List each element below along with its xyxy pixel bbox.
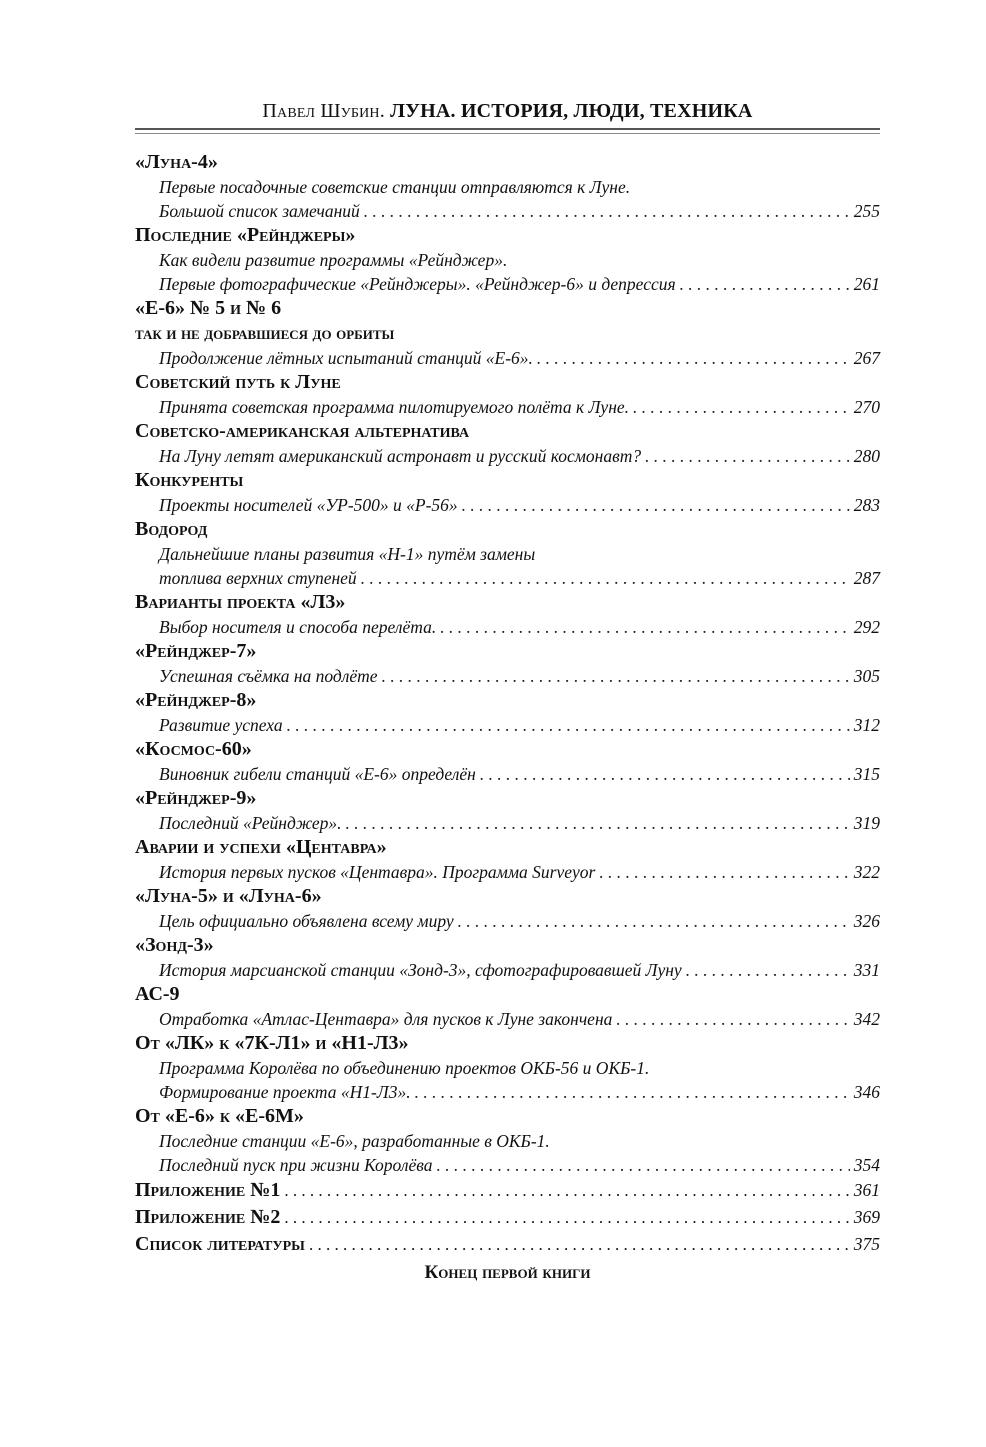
toc-appendix-entry xyxy=(135,1204,880,1231)
toc-subtitle-text: История марсианской станции «Зонд-3», сфотографировавшей Луну xyxy=(159,960,682,980)
toc-subtitle-line xyxy=(135,1007,880,1031)
toc-entry-title: От «Е-6» к «Е-6М» xyxy=(135,1105,304,1127)
toc-entry-title: Советско-американская альтернатива xyxy=(135,420,470,442)
toc-entry-title-cont: так и не добравшиеся до орбиты xyxy=(135,323,395,343)
toc-subtitle-line: Дальнейшие планы развития «Н-1» путём замены xyxy=(159,544,536,564)
toc-entry-title: «Космос-60» xyxy=(135,738,252,760)
toc-subtitle-text: топлива верхних ступеней xyxy=(159,568,357,588)
toc-entry xyxy=(135,468,880,517)
page-number: 280 xyxy=(853,446,880,466)
dot-leader xyxy=(462,493,850,517)
header-title: ЛУНА. ИСТОРИЯ, ЛЮДИ, ТЕХНИКА xyxy=(390,100,753,122)
toc-entry xyxy=(135,884,880,933)
toc-subtitle-text: Продолжение лётных испытаний станций «Е-6». xyxy=(159,348,533,368)
end-note: Конец первой книги xyxy=(424,1262,591,1283)
dot-leader xyxy=(437,1153,850,1177)
toc-subtitle-line xyxy=(135,909,880,933)
toc-entry-title: «Рейнджер-8» xyxy=(135,689,257,711)
toc-entry xyxy=(135,688,880,737)
toc-appendix-title: Приложение №2 xyxy=(135,1206,281,1228)
toc-subtitle-text: Виновник гибели станций «Е-6» определён xyxy=(159,764,476,784)
toc-subtitle-text: Формирование проекта «Н1-Л3». xyxy=(159,1082,411,1102)
toc-entry-title: Водород xyxy=(135,518,208,540)
toc-subtitle-text: Развитие успеха xyxy=(159,715,283,735)
toc-subtitle-line xyxy=(135,713,880,737)
toc-entry xyxy=(135,835,880,884)
toc-subtitle-line xyxy=(135,762,880,786)
toc-entry xyxy=(135,982,880,1031)
toc-entry-title: «Е-6» № 5 и № 6 xyxy=(135,297,282,319)
dot-leader xyxy=(284,1177,849,1204)
toc-subtitle-text: Первые фотографические «Рейнджеры». «Рейнджер-6» и депрессия xyxy=(159,274,676,294)
toc-entry-title: От «ЛК» к «7К-Л1» и «Н1-Л3» xyxy=(135,1032,409,1054)
dot-leader xyxy=(686,958,850,982)
page-number: 322 xyxy=(853,862,880,882)
toc-entry-title: «Рейнджер-9» xyxy=(135,787,257,809)
toc-entry xyxy=(135,786,880,835)
page-number: 267 xyxy=(853,348,880,368)
toc-subtitle-line xyxy=(135,1153,880,1177)
toc-subtitle-line xyxy=(135,272,880,296)
toc-entry xyxy=(135,639,880,688)
toc-subtitle-line xyxy=(135,199,880,223)
toc-entry xyxy=(135,590,880,639)
dot-leader xyxy=(480,762,850,786)
toc-entry xyxy=(135,150,880,223)
dot-leader xyxy=(415,1080,850,1104)
dot-leader xyxy=(361,566,850,590)
toc-subtitle-text: Проекты носителей «УР-500» и «Р-56» xyxy=(159,495,458,515)
toc-subtitle-line xyxy=(135,1080,880,1104)
toc-subtitle-line xyxy=(135,664,880,688)
toc-subtitle-text: Выбор носителя и способа перелёта. xyxy=(159,617,437,637)
toc-subtitle-line: Как видели развитие программы «Рейнджер». xyxy=(159,250,508,270)
toc-subtitle-line xyxy=(135,566,880,590)
dot-leader xyxy=(346,811,850,835)
toc-entry-title: Конкуренты xyxy=(135,469,244,491)
dot-leader xyxy=(364,199,850,223)
toc-subtitle-text: Цель официально объявлена всему миру xyxy=(159,911,454,931)
page-number: 315 xyxy=(853,764,880,784)
dot-leader xyxy=(440,615,850,639)
page-number: 255 xyxy=(853,201,880,221)
page-number: 261 xyxy=(853,274,880,294)
toc-entry-title: Варианты проекта «Л3» xyxy=(135,591,346,613)
dot-leader xyxy=(599,860,849,884)
toc-subtitle-line xyxy=(135,395,880,419)
toc-subtitle-text: Большой список замечаний xyxy=(159,201,360,221)
header-rule-thin xyxy=(135,133,880,134)
dot-leader xyxy=(680,272,850,296)
toc-entry xyxy=(135,296,880,370)
page-number: 292 xyxy=(853,617,880,637)
page-number: 326 xyxy=(853,911,880,931)
dot-leader xyxy=(382,664,850,688)
page-number: 312 xyxy=(853,715,880,735)
toc-subtitle-line xyxy=(135,615,880,639)
toc-subtitle-line xyxy=(135,493,880,517)
toc-subtitle-line xyxy=(135,958,880,982)
toc-subtitle-line: Последние станции «Е-6», разработанные в ОКБ-1. xyxy=(159,1131,550,1151)
toc-appendix-entry xyxy=(135,1231,880,1258)
header-rule-thick xyxy=(135,128,880,130)
toc-entry xyxy=(135,1104,880,1177)
toc-entry-title: «Луна-5» и «Луна-6» xyxy=(135,885,322,907)
toc-subtitle-text: На Луну летят американский астронавт и русский космонавт? xyxy=(159,446,642,466)
dot-leader xyxy=(458,909,850,933)
page-number: 331 xyxy=(853,960,880,980)
toc-subtitle-text: Последний пуск при жизни Королёва xyxy=(159,1155,433,1175)
running-header xyxy=(135,96,880,126)
toc-appendix-title: Приложение №1 xyxy=(135,1179,281,1201)
dot-leader xyxy=(287,713,850,737)
toc-entry-title: АС-9 xyxy=(135,983,180,1005)
toc-entry xyxy=(135,419,880,468)
toc-entry-title: Аварии и успехи «Центавра» xyxy=(135,836,387,858)
dot-leader xyxy=(616,1007,849,1031)
dot-leader xyxy=(284,1204,849,1231)
toc-subtitle-line xyxy=(135,811,880,835)
table-of-contents xyxy=(135,150,880,1258)
toc-subtitle-text: Успешная съёмка на подлёте xyxy=(159,666,378,686)
toc-subtitle-line xyxy=(135,860,880,884)
toc-subtitle-text: Последний «Рейнджер». xyxy=(159,813,342,833)
page-number: 283 xyxy=(853,495,880,515)
toc-subtitle-line: Первые посадочные советские станции отправляются к Луне. xyxy=(159,177,631,197)
page-number: 361 xyxy=(853,1180,880,1200)
page-number: 270 xyxy=(853,397,880,417)
header-author: Павел Шубин. xyxy=(262,100,385,122)
toc-entry-title: «Рейнджер-7» xyxy=(135,640,257,662)
toc-entry xyxy=(135,737,880,786)
toc-entry xyxy=(135,223,880,296)
toc-subtitle-line xyxy=(135,444,880,468)
toc-subtitle-text: История первых пусков «Центавра». Программа Surveyor xyxy=(159,862,596,882)
toc-entry-title: «Луна-4» xyxy=(135,151,218,173)
toc-subtitle-text: Отработка «Атлас-Центавра» для пусков к Луне закончена xyxy=(159,1009,613,1029)
dot-leader xyxy=(537,346,850,370)
toc-subtitle-text: Принята советская программа пилотируемого полёта к Луне. xyxy=(159,397,630,417)
dot-leader xyxy=(633,395,850,419)
dot-leader xyxy=(309,1231,850,1258)
page-number: 287 xyxy=(853,568,880,588)
toc-entry-title: Советский путь к Луне xyxy=(135,371,341,393)
toc-appendix-title: Список литературы xyxy=(135,1233,305,1255)
toc-entry xyxy=(135,933,880,982)
toc-subtitle-line xyxy=(135,346,880,370)
page-number: 369 xyxy=(853,1207,880,1227)
toc-appendix-entry xyxy=(135,1177,880,1204)
toc-subtitle-line: Программа Королёва по объединению проектов ОКБ-56 и ОКБ-1. xyxy=(159,1058,650,1078)
page-number: 342 xyxy=(853,1009,880,1029)
toc-entry xyxy=(135,370,880,419)
toc-entry xyxy=(135,517,880,590)
toc-entry xyxy=(135,1031,880,1104)
toc-entry-title: Последние «Рейнджеры» xyxy=(135,224,356,246)
dot-leader xyxy=(645,444,850,468)
toc-entry-title: «Зонд-3» xyxy=(135,934,214,956)
page-number: 375 xyxy=(853,1234,880,1254)
page-number: 319 xyxy=(853,813,880,833)
page-number: 354 xyxy=(853,1155,880,1175)
page-number: 305 xyxy=(853,666,880,686)
page-number: 346 xyxy=(853,1082,880,1102)
